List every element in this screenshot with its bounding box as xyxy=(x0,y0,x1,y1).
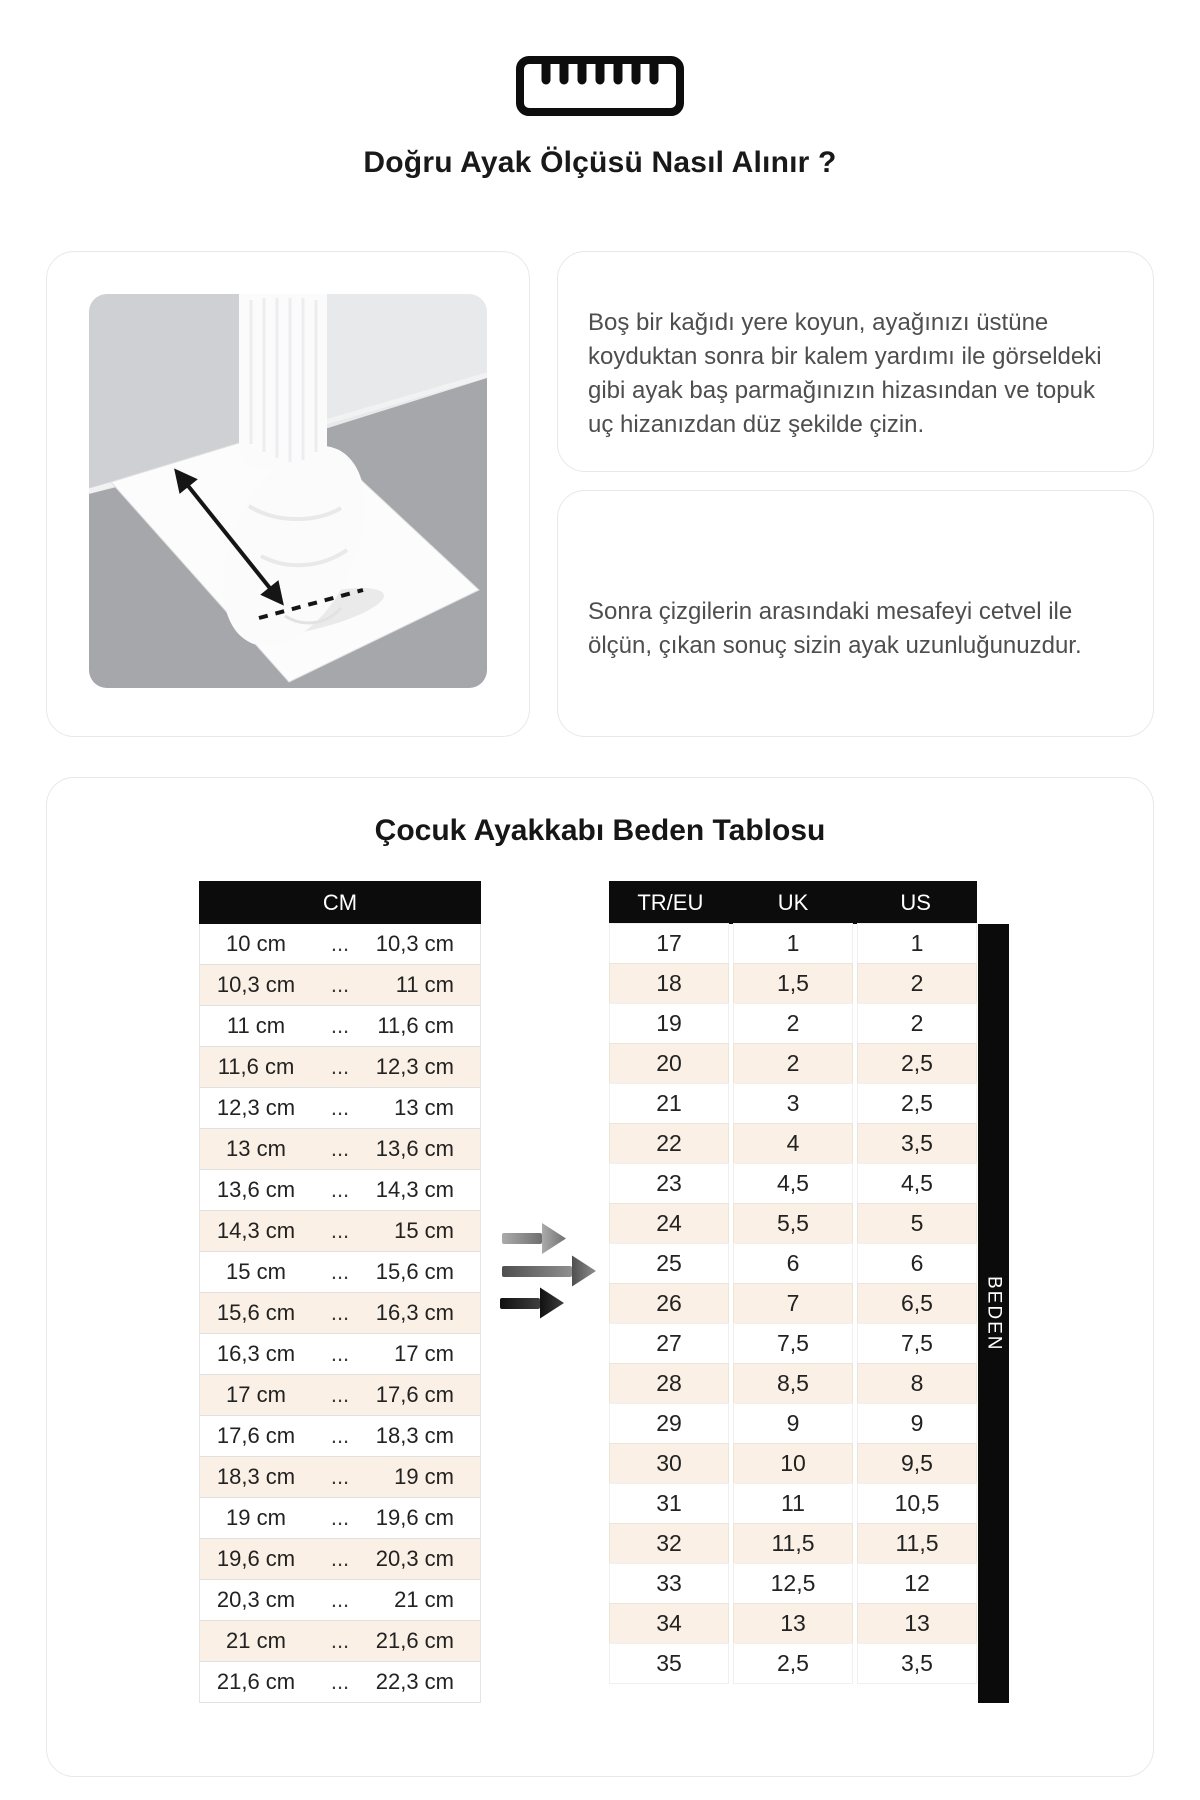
size-tr-eu: 19 xyxy=(609,1003,729,1044)
shoe-size-table xyxy=(609,881,977,1684)
size-tr-eu: 35 xyxy=(609,1643,729,1684)
cm-table-row xyxy=(199,1252,481,1293)
size-us: 12 xyxy=(857,1563,977,1604)
cm-range-separator: ... xyxy=(330,1013,350,1038)
size-us: 13 xyxy=(857,1603,977,1644)
cm-table-row xyxy=(199,1211,481,1252)
cm-range-to: 15 cm xyxy=(394,1218,454,1243)
cm-range-from: 10,3 cm xyxy=(216,972,296,997)
size-table-row xyxy=(609,1083,977,1124)
size-uk: 4 xyxy=(733,1123,853,1164)
cm-range-to: 21 cm xyxy=(394,1587,454,1612)
size-us: 4,5 xyxy=(857,1163,977,1204)
instruction-step2-text: Sonra çizgilerin arasındaki mesafeyi cetvel ile ölçün, çıkan sonuç sizin ayak uzunluğunuzdur. xyxy=(588,598,1082,659)
cm-table-row xyxy=(199,1170,481,1211)
size-table-row xyxy=(609,1483,977,1524)
size-table-row xyxy=(609,1043,977,1084)
cm-range-separator: ... xyxy=(330,1054,350,1079)
cm-range-separator: ... xyxy=(330,1382,350,1407)
cm-range-from: 20,3 cm xyxy=(216,1587,296,1612)
instruction-step1-text: Boş bir kağıdı yere koyun, ayağınızı üstüne koyduktan sonra bir kalem yardımı ile görseldeki gibi ayak baş parmağınızın hizasından ve topuk uç hizanızdan düz şekilde çizin. xyxy=(588,309,1102,438)
size-us: 2,5 xyxy=(857,1083,977,1124)
cm-range-separator: ... xyxy=(330,1300,350,1325)
cm-range-to: 21,6 cm xyxy=(375,1628,454,1653)
cm-range-to: 10,3 cm xyxy=(375,931,454,956)
cm-range-from: 18,3 cm xyxy=(216,1464,296,1489)
size-us: 2 xyxy=(857,1003,977,1044)
cm-range-from: 16,3 cm xyxy=(216,1341,296,1366)
size-chart-card xyxy=(46,777,1154,1777)
cm-table-row xyxy=(199,1293,481,1334)
size-uk: 2 xyxy=(733,1003,853,1044)
cm-range-from: 15 cm xyxy=(226,1259,286,1284)
size-table-row xyxy=(609,1443,977,1484)
cm-range-from: 10 cm xyxy=(226,931,286,956)
size-tr-eu: 26 xyxy=(609,1283,729,1324)
size-us: 5 xyxy=(857,1203,977,1244)
cm-table-row xyxy=(199,924,481,965)
size-uk: 11 xyxy=(733,1483,853,1524)
size-uk: 9 xyxy=(733,1403,853,1444)
cm-range-separator: ... xyxy=(330,931,350,956)
size-tr-eu: 17 xyxy=(609,923,729,964)
size-table-row xyxy=(609,1643,977,1684)
cm-table-row xyxy=(199,1416,481,1457)
size-uk: 6 xyxy=(733,1243,853,1284)
size-us: 1 xyxy=(857,923,977,964)
size-tr-eu: 24 xyxy=(609,1203,729,1244)
cm-range-to: 11 cm xyxy=(395,972,454,997)
size-tr-eu: 30 xyxy=(609,1443,729,1484)
size-table-row xyxy=(609,963,977,1004)
size-tr-eu: 29 xyxy=(609,1403,729,1444)
cm-range-to: 15,6 cm xyxy=(375,1259,454,1284)
cm-range-from: 13 cm xyxy=(226,1136,286,1161)
cm-range-separator: ... xyxy=(330,1177,350,1202)
cm-range-separator: ... xyxy=(330,1464,350,1489)
cm-range-from: 13,6 cm xyxy=(216,1177,296,1202)
cm-range-table xyxy=(199,881,481,1703)
cm-range-to: 17,6 cm xyxy=(375,1382,454,1407)
cm-range-separator: ... xyxy=(330,972,350,997)
cm-range-to: 19,6 cm xyxy=(375,1505,454,1530)
size-tr-eu: 22 xyxy=(609,1123,729,1164)
size-us: 9 xyxy=(857,1403,977,1444)
size-table-row xyxy=(609,1403,977,1444)
cm-table-row xyxy=(199,965,481,1006)
cm-table-row xyxy=(199,1375,481,1416)
size-us: 11,5 xyxy=(857,1523,977,1564)
cm-range-from: 14,3 cm xyxy=(216,1218,296,1243)
size-table-row xyxy=(609,1123,977,1164)
size-uk: 7,5 xyxy=(733,1323,853,1364)
cm-table-row xyxy=(199,1129,481,1170)
col-header-tr-eu: TR/EU xyxy=(637,889,704,915)
size-uk: 3 xyxy=(733,1083,853,1124)
size-uk: 1,5 xyxy=(733,963,853,1004)
size-us: 8 xyxy=(857,1363,977,1404)
size-us: 9,5 xyxy=(857,1443,977,1484)
cm-range-to: 13,6 cm xyxy=(375,1136,454,1161)
cm-range-separator: ... xyxy=(330,1136,350,1161)
size-table-row xyxy=(609,1283,977,1324)
size-uk: 10 xyxy=(733,1443,853,1484)
shoe-size-table-header xyxy=(609,881,977,924)
measure-photo-card xyxy=(46,251,530,737)
size-uk: 2,5 xyxy=(733,1643,853,1684)
size-uk: 5,5 xyxy=(733,1203,853,1244)
cm-range-separator: ... xyxy=(330,1423,350,1448)
beden-side-bar xyxy=(978,924,1009,1703)
cm-range-from: 17,6 cm xyxy=(216,1423,296,1448)
size-uk: 2 xyxy=(733,1043,853,1084)
size-uk: 8,5 xyxy=(733,1363,853,1404)
size-uk: 11,5 xyxy=(733,1523,853,1564)
cm-range-to: 20,3 cm xyxy=(375,1546,454,1571)
page-title: Doğru Ayak Ölçüsü Nasıl Alınır ? xyxy=(363,146,837,179)
size-table-row xyxy=(609,1163,977,1204)
size-table-row xyxy=(609,923,977,964)
size-uk: 7 xyxy=(733,1283,853,1324)
cm-range-to: 16,3 cm xyxy=(375,1300,454,1325)
cm-range-to: 17 cm xyxy=(394,1341,454,1366)
size-tr-eu: 20 xyxy=(609,1043,729,1084)
cm-range-to: 12,3 cm xyxy=(375,1054,454,1079)
size-us: 6,5 xyxy=(857,1283,977,1324)
cm-table-row xyxy=(199,1334,481,1375)
size-tr-eu: 31 xyxy=(609,1483,729,1524)
size-tr-eu: 28 xyxy=(609,1363,729,1404)
cm-range-from: 11,6 cm xyxy=(217,1054,295,1079)
col-header-us: US xyxy=(900,889,931,915)
size-table-row xyxy=(609,1203,977,1244)
size-table-body xyxy=(609,923,977,1684)
size-table-row xyxy=(609,1243,977,1284)
cm-range-from: 15,6 cm xyxy=(216,1300,296,1325)
cm-table-row xyxy=(199,1088,481,1129)
size-uk: 4,5 xyxy=(733,1163,853,1204)
size-tr-eu: 33 xyxy=(609,1563,729,1604)
cm-table-row xyxy=(199,1006,481,1047)
cm-range-separator: ... xyxy=(330,1259,350,1284)
beden-side-label: BEDEN xyxy=(983,1275,1005,1352)
size-tr-eu: 34 xyxy=(609,1603,729,1644)
size-uk: 13 xyxy=(733,1603,853,1644)
cm-table-row xyxy=(199,1498,481,1539)
size-us: 7,5 xyxy=(857,1323,977,1364)
size-table-row xyxy=(609,1523,977,1564)
size-uk: 12,5 xyxy=(733,1563,853,1604)
transfer-arrows-icon xyxy=(496,1216,611,1326)
cm-range-separator: ... xyxy=(330,1628,350,1653)
cm-range-separator: ... xyxy=(330,1218,350,1243)
cm-table-row xyxy=(199,1047,481,1088)
size-us: 3,5 xyxy=(857,1643,977,1684)
instruction-card-1 xyxy=(557,251,1154,472)
size-chart-title: Çocuk Ayakkabı Beden Tablosu xyxy=(374,814,826,847)
cm-range-separator: ... xyxy=(330,1341,350,1366)
cm-table-header: CM xyxy=(199,881,481,924)
size-us: 10,5 xyxy=(857,1483,977,1524)
size-table-row xyxy=(609,1323,977,1364)
cm-table-row xyxy=(199,1662,481,1703)
size-table-row xyxy=(609,1363,977,1404)
cm-range-separator: ... xyxy=(330,1669,350,1694)
cm-range-from: 21 cm xyxy=(226,1628,286,1653)
cm-range-to: 11,6 cm xyxy=(377,1013,454,1038)
cm-range-to: 14,3 cm xyxy=(375,1177,454,1202)
cm-range-separator: ... xyxy=(330,1505,350,1530)
cm-range-to: 19 cm xyxy=(394,1464,454,1489)
cm-table-row xyxy=(199,1457,481,1498)
cm-range-from: 17 cm xyxy=(226,1382,286,1407)
cm-range-separator: ... xyxy=(330,1587,350,1612)
size-us: 2 xyxy=(857,963,977,1004)
size-table-row xyxy=(609,1003,977,1044)
size-tr-eu: 23 xyxy=(609,1163,729,1204)
cm-range-to: 18,3 cm xyxy=(375,1423,454,1448)
cm-range-from: 11 cm xyxy=(226,1013,286,1038)
cm-table-body xyxy=(199,924,481,1703)
instruction-card-2 xyxy=(557,490,1154,737)
cm-table-row xyxy=(199,1621,481,1662)
size-us: 6 xyxy=(857,1243,977,1284)
cm-table-row xyxy=(199,1539,481,1580)
foot-measure-photo xyxy=(89,294,487,688)
col-header-uk: UK xyxy=(777,889,809,915)
cm-range-to: 13 cm xyxy=(394,1095,454,1120)
size-tr-eu: 27 xyxy=(609,1323,729,1364)
size-tr-eu: 21 xyxy=(609,1083,729,1124)
cm-range-to: 22,3 cm xyxy=(375,1669,454,1694)
cm-table-row xyxy=(199,1580,481,1621)
cm-range-from: 19,6 cm xyxy=(216,1546,296,1571)
cm-range-from: 19 cm xyxy=(226,1505,286,1530)
size-tr-eu: 18 xyxy=(609,963,729,1004)
size-tr-eu: 25 xyxy=(609,1243,729,1284)
size-uk: 1 xyxy=(733,923,853,964)
size-us: 3,5 xyxy=(857,1123,977,1164)
cm-range-from: 21,6 cm xyxy=(216,1669,296,1694)
cm-range-separator: ... xyxy=(330,1095,350,1120)
size-table-row xyxy=(609,1563,977,1604)
size-table-row xyxy=(609,1603,977,1644)
cm-range-separator: ... xyxy=(330,1546,350,1571)
size-us: 2,5 xyxy=(857,1043,977,1084)
cm-range-from: 12,3 cm xyxy=(216,1095,296,1120)
ruler-icon xyxy=(515,55,685,117)
size-tr-eu: 32 xyxy=(609,1523,729,1564)
